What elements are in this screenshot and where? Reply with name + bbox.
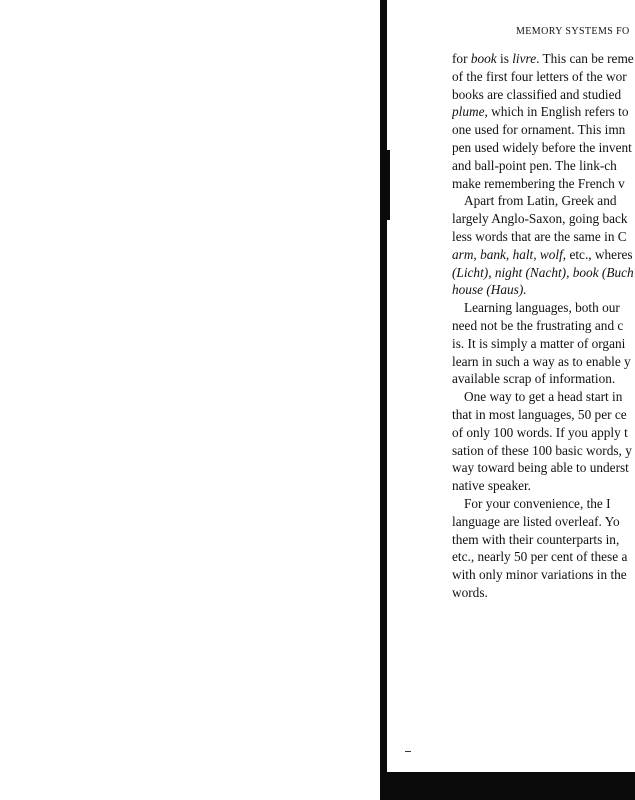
text-segment: with only minor variations in the (452, 567, 627, 583)
italic-text: livre (512, 51, 537, 66)
text-line (452, 424, 635, 442)
text-segment: of the first four letters of the wor (452, 68, 627, 84)
text-line (452, 442, 635, 460)
text-line (452, 264, 635, 282)
text-segment: One way to get a head start in (464, 389, 623, 405)
italic-text: book (470, 51, 497, 66)
text-line (452, 192, 635, 210)
italic-text: plume, (452, 104, 488, 120)
text-line (452, 175, 635, 193)
text-segment: less words that are the same in C (452, 228, 627, 244)
text-segment: is (496, 51, 513, 66)
text-line (452, 335, 635, 353)
text-segment: available scrap of information. (452, 371, 616, 387)
text-segment: words. (452, 584, 488, 600)
text-segment: is. It is simply a matter of organi (452, 335, 626, 351)
text-segment: native speaker. (452, 478, 532, 494)
text-segment: way toward being able to underst (452, 460, 629, 476)
text-line (452, 299, 635, 317)
text-line (452, 370, 635, 388)
text-segment: make remembering the French v (452, 175, 625, 191)
text-segment: etc., nearly 50 per cent of these a (452, 549, 628, 565)
body-text (452, 50, 635, 602)
text-line (452, 157, 635, 175)
text-segment: books are classified and studied (452, 86, 622, 102)
text-segment: . This can be reme (536, 51, 634, 66)
text-line (452, 495, 635, 513)
text-line (452, 584, 635, 602)
text-line (452, 103, 635, 121)
text-line (452, 317, 635, 335)
text-segment: them with their counterparts in, (452, 531, 620, 547)
text-segment: need not be the frustrating and c (452, 317, 624, 333)
scan-bottom-shadow (380, 772, 635, 800)
text-line (452, 139, 635, 157)
text-line (452, 566, 635, 584)
text-line (452, 406, 635, 424)
text-line (452, 68, 635, 86)
text-segment: learn in such a way as to enable y (452, 353, 631, 369)
text-segment: Apart from Latin, Greek and (464, 193, 617, 209)
scan-binding-edge (380, 0, 387, 800)
italic-text: arm, bank, halt, wolf, (452, 246, 567, 262)
running-header: MEMORY SYSTEMS FO (516, 26, 630, 37)
scan-speck-mark (405, 751, 411, 752)
text-line (452, 459, 635, 477)
text-line (452, 210, 635, 228)
text-line (452, 246, 635, 264)
text-line (452, 50, 635, 68)
text-line (452, 121, 635, 139)
text-segment: largely Anglo-Saxon, going back (452, 211, 628, 227)
text-segment: which in English refers to (487, 104, 629, 120)
text-line (452, 353, 635, 371)
text-line (452, 86, 635, 104)
italic-text: (Licht), night (Nacht), book (Buch (452, 264, 634, 280)
text-segment: that in most languages, 50 per ce (452, 406, 627, 422)
text-segment: Learning languages, both our (464, 300, 620, 316)
text-segment: one used for ornament. This imn (452, 122, 626, 138)
text-segment: For your convenience, the I (464, 495, 611, 511)
text-segment: of only 100 words. If you apply t (452, 424, 628, 440)
text-line (452, 228, 635, 246)
text-segment: etc., wheres (566, 246, 633, 262)
text-segment: sation of these 100 basic words, y (452, 442, 632, 458)
italic-text: house (Haus). (452, 282, 527, 298)
text-segment: pen used widely before the invent (452, 139, 632, 155)
text-line (452, 281, 635, 299)
scan-binding-notch (384, 150, 390, 220)
text-line (452, 477, 635, 495)
text-segment: for (452, 51, 471, 66)
book-page (452, 22, 635, 772)
text-line (452, 548, 635, 566)
text-line (452, 388, 635, 406)
text-segment: language are listed overleaf. Yo (452, 513, 620, 529)
text-line (452, 513, 635, 531)
text-segment: and ball-point pen. The link-ch (452, 157, 617, 173)
text-line (452, 531, 635, 549)
